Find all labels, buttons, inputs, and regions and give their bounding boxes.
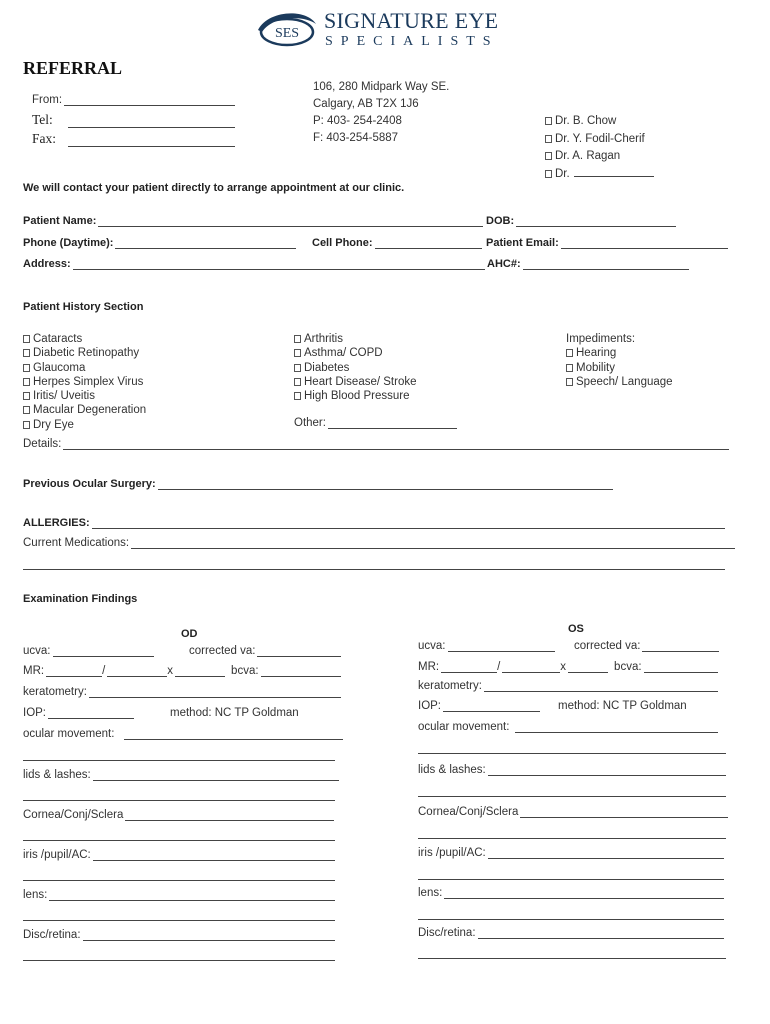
impediments-list (566, 332, 673, 389)
impediments-title: Impediments: (566, 333, 636, 345)
os-iop-label: IOP: (418, 700, 442, 712)
od-lens-field[interactable] (23, 889, 335, 901)
os-ucva-field[interactable] (418, 640, 555, 652)
history-option[interactable]: Cataracts (23, 332, 146, 346)
os-disc-label: Disc/retina: (418, 927, 476, 939)
logo-title: SIGNATURE EYE (324, 8, 499, 33)
os-method-text: method: NC TP Goldman (558, 700, 687, 712)
checkbox-icon[interactable] (566, 378, 573, 386)
phone-field[interactable] (23, 237, 296, 249)
allergies-label: ALLERGIES: (23, 517, 90, 529)
patient-name-field[interactable] (23, 215, 483, 227)
checkbox-icon[interactable] (294, 364, 301, 372)
os-mr-field[interactable] (418, 661, 718, 673)
checkbox-icon[interactable] (566, 349, 573, 357)
od-iris-line[interactable] (23, 880, 335, 881)
od-ucva-label: ucva: (23, 645, 51, 657)
od-kerato-label: keratometry: (23, 686, 87, 698)
checkbox-icon[interactable] (545, 135, 552, 143)
od-lids-field[interactable] (23, 769, 339, 781)
os-disc-field[interactable] (418, 927, 724, 939)
surgery-field[interactable] (23, 478, 613, 490)
od-disc-label: Disc/retina: (23, 929, 81, 941)
os-iris-field[interactable] (418, 847, 724, 859)
os-ocular-label: ocular movement: (418, 721, 510, 733)
checkbox-icon[interactable] (23, 335, 30, 343)
checkbox-icon[interactable] (23, 421, 30, 429)
impediment-option[interactable]: Speech/ Language (566, 375, 673, 389)
email-label: Patient Email: (486, 237, 559, 249)
medications-line[interactable] (23, 569, 725, 570)
ses-logo-mark (254, 6, 320, 50)
doctor-option[interactable]: Dr. (545, 166, 654, 184)
os-cornea-line[interactable] (418, 838, 726, 839)
od-mr-label: MR: (23, 665, 45, 677)
history-option[interactable]: Arthritis (294, 332, 417, 346)
od-lens-line[interactable] (23, 920, 335, 921)
od-lids-line[interactable] (23, 800, 335, 801)
os-cornea-label: Cornea/Conj/Sclera (418, 806, 519, 818)
os-lids-line[interactable] (418, 796, 726, 797)
od-bcva-label: bcva: (231, 665, 259, 677)
od-ocular-line[interactable] (23, 760, 335, 761)
os-ocular-field[interactable] (418, 721, 718, 733)
allergies-field[interactable] (23, 517, 725, 529)
od-disc-line[interactable] (23, 960, 335, 961)
tel-label: Tel: (32, 112, 53, 127)
address-line: Calgary, AB T2X 1J6 (313, 98, 419, 110)
ahc-field[interactable] (487, 258, 689, 270)
od-mr-field[interactable] (23, 665, 341, 677)
notice-text: We will contact your patient directly to arrange appointment at our clinic. (23, 182, 405, 194)
history-option[interactable]: High Blood Pressure (294, 389, 417, 403)
od-lens-label: lens: (23, 889, 48, 901)
history-option[interactable]: Herpes Simplex Virus (23, 375, 146, 389)
od-mr-slash: / (102, 665, 106, 677)
checkbox-icon[interactable] (23, 406, 30, 414)
os-lids-label: lids & lashes: (418, 764, 486, 776)
checkbox-icon[interactable] (294, 378, 301, 386)
address-line: F: 403-254-5887 (313, 132, 399, 144)
history-list-1 (23, 332, 146, 432)
os-mr-x: x (560, 661, 567, 673)
surgery-label: Previous Ocular Surgery: (23, 478, 156, 490)
history-option[interactable]: Glaucoma (23, 361, 146, 375)
history-option[interactable]: Asthma/ COPD (294, 346, 417, 360)
tel-field[interactable] (32, 112, 235, 128)
cell-label: Cell Phone: (312, 237, 373, 249)
od-ocular-field[interactable] (23, 728, 343, 740)
doctor-option[interactable]: Dr. A. Ragan (545, 148, 654, 166)
od-cornea-label: Cornea/Conj/Sclera (23, 809, 124, 821)
logo-mark-text: SES (274, 26, 300, 41)
impediment-option[interactable]: Hearing (566, 346, 673, 360)
dob-field[interactable] (486, 215, 676, 227)
os-disc-line[interactable] (418, 958, 726, 959)
os-kerato-label: keratometry: (418, 680, 482, 692)
doctor-option[interactable]: Dr. Y. Fodil-Cherif (545, 131, 654, 149)
details-label: Details: (23, 438, 62, 450)
logo-subtitle: SPECIALISTS (325, 34, 499, 49)
address-label: Address: (23, 258, 71, 270)
od-method-text: method: NC TP Goldman (170, 707, 299, 719)
od-label: OD (181, 628, 198, 640)
history-title: Patient History Section (23, 301, 144, 313)
od-cornea-line[interactable] (23, 840, 335, 841)
history-option[interactable]: Macular Degeneration (23, 403, 146, 417)
address-line: 106, 280 Midpark Way SE. (313, 81, 450, 93)
os-corrected-field[interactable] (574, 640, 719, 652)
history-option[interactable]: Dry Eye (23, 418, 146, 432)
history-option[interactable]: Diabetes (294, 361, 417, 375)
os-iris-label: iris /pupil/AC: (418, 847, 486, 859)
other-field[interactable] (294, 417, 457, 429)
checkbox-icon[interactable] (545, 170, 552, 178)
od-iris-field[interactable] (23, 849, 335, 861)
os-iris-line[interactable] (418, 879, 724, 880)
medications-field[interactable] (23, 537, 735, 549)
email-field[interactable] (486, 237, 728, 249)
history-option[interactable]: Heart Disease/ Stroke (294, 375, 417, 389)
cell-field[interactable] (312, 237, 482, 249)
from-field[interactable] (32, 94, 235, 106)
fax-label: Fax: (32, 131, 57, 146)
address-field[interactable] (23, 258, 485, 270)
history-option[interactable]: Diabetic Retinopathy (23, 346, 146, 360)
history-list-2 (294, 332, 417, 403)
os-mr-label: MR: (418, 661, 440, 673)
od-ocular-label: ocular movement: (23, 728, 115, 740)
checkbox-icon[interactable] (23, 349, 30, 357)
od-lids-label: lids & lashes: (23, 769, 91, 781)
doctor-option[interactable]: Dr. B. Chow (545, 113, 654, 131)
os-cornea-field[interactable] (418, 806, 728, 818)
page-title: REFERRAL (23, 58, 123, 78)
exam-title: Examination Findings (23, 593, 138, 605)
os-corrected-label: corrected va: (574, 640, 641, 652)
clinic-address (313, 79, 449, 147)
details-field[interactable] (23, 438, 729, 450)
os-iop-field[interactable] (418, 700, 540, 712)
os-lens-label: lens: (418, 887, 443, 899)
od-corrected-field[interactable] (189, 645, 341, 657)
od-iop-label: IOP: (23, 707, 47, 719)
medications-label: Current Medications: (23, 537, 130, 549)
os-label: OS (568, 623, 584, 635)
os-lens-field[interactable] (418, 887, 724, 899)
patient-name-label: Patient Name: (23, 215, 97, 227)
od-disc-field[interactable] (23, 929, 335, 941)
checkbox-icon[interactable] (294, 349, 301, 357)
os-kerato-field[interactable] (418, 680, 718, 692)
os-lens-line[interactable] (418, 919, 724, 920)
od-iris-label: iris /pupil/AC: (23, 849, 91, 861)
os-ocular-line[interactable] (418, 753, 726, 754)
checkbox-icon[interactable] (545, 152, 552, 160)
od-iop-field[interactable] (23, 707, 134, 719)
checkbox-icon[interactable] (566, 364, 573, 372)
doctor-list (545, 113, 654, 183)
checkbox-icon[interactable] (23, 392, 30, 400)
ahc-label: AHC#: (487, 258, 521, 270)
fax-field[interactable] (32, 131, 235, 147)
od-corrected-label: corrected va: (189, 645, 256, 657)
os-bcva-label: bcva: (614, 661, 642, 673)
os-ucva-label: ucva: (418, 640, 446, 652)
od-mr-x: x (167, 665, 174, 677)
checkbox-icon[interactable] (294, 335, 301, 343)
os-mr-slash: / (497, 661, 501, 673)
os-lids-field[interactable] (418, 764, 726, 776)
impediment-option[interactable]: Mobility (566, 361, 673, 375)
from-label: From: (32, 94, 63, 106)
checkbox-icon[interactable] (23, 364, 30, 372)
phone-label: Phone (Daytime): (23, 237, 114, 249)
checkbox-icon[interactable] (294, 392, 301, 400)
od-cornea-field[interactable] (23, 809, 334, 821)
address-line: P: 403- 254-2408 (313, 115, 402, 127)
checkbox-icon[interactable] (23, 378, 30, 386)
checkbox-icon[interactable] (545, 117, 552, 125)
dob-label: DOB: (486, 215, 515, 227)
history-option[interactable]: Iritis/ Uveitis (23, 389, 146, 403)
od-kerato-field[interactable] (23, 686, 341, 698)
od-ucva-field[interactable] (23, 645, 154, 657)
other-label: Other: (294, 417, 326, 429)
